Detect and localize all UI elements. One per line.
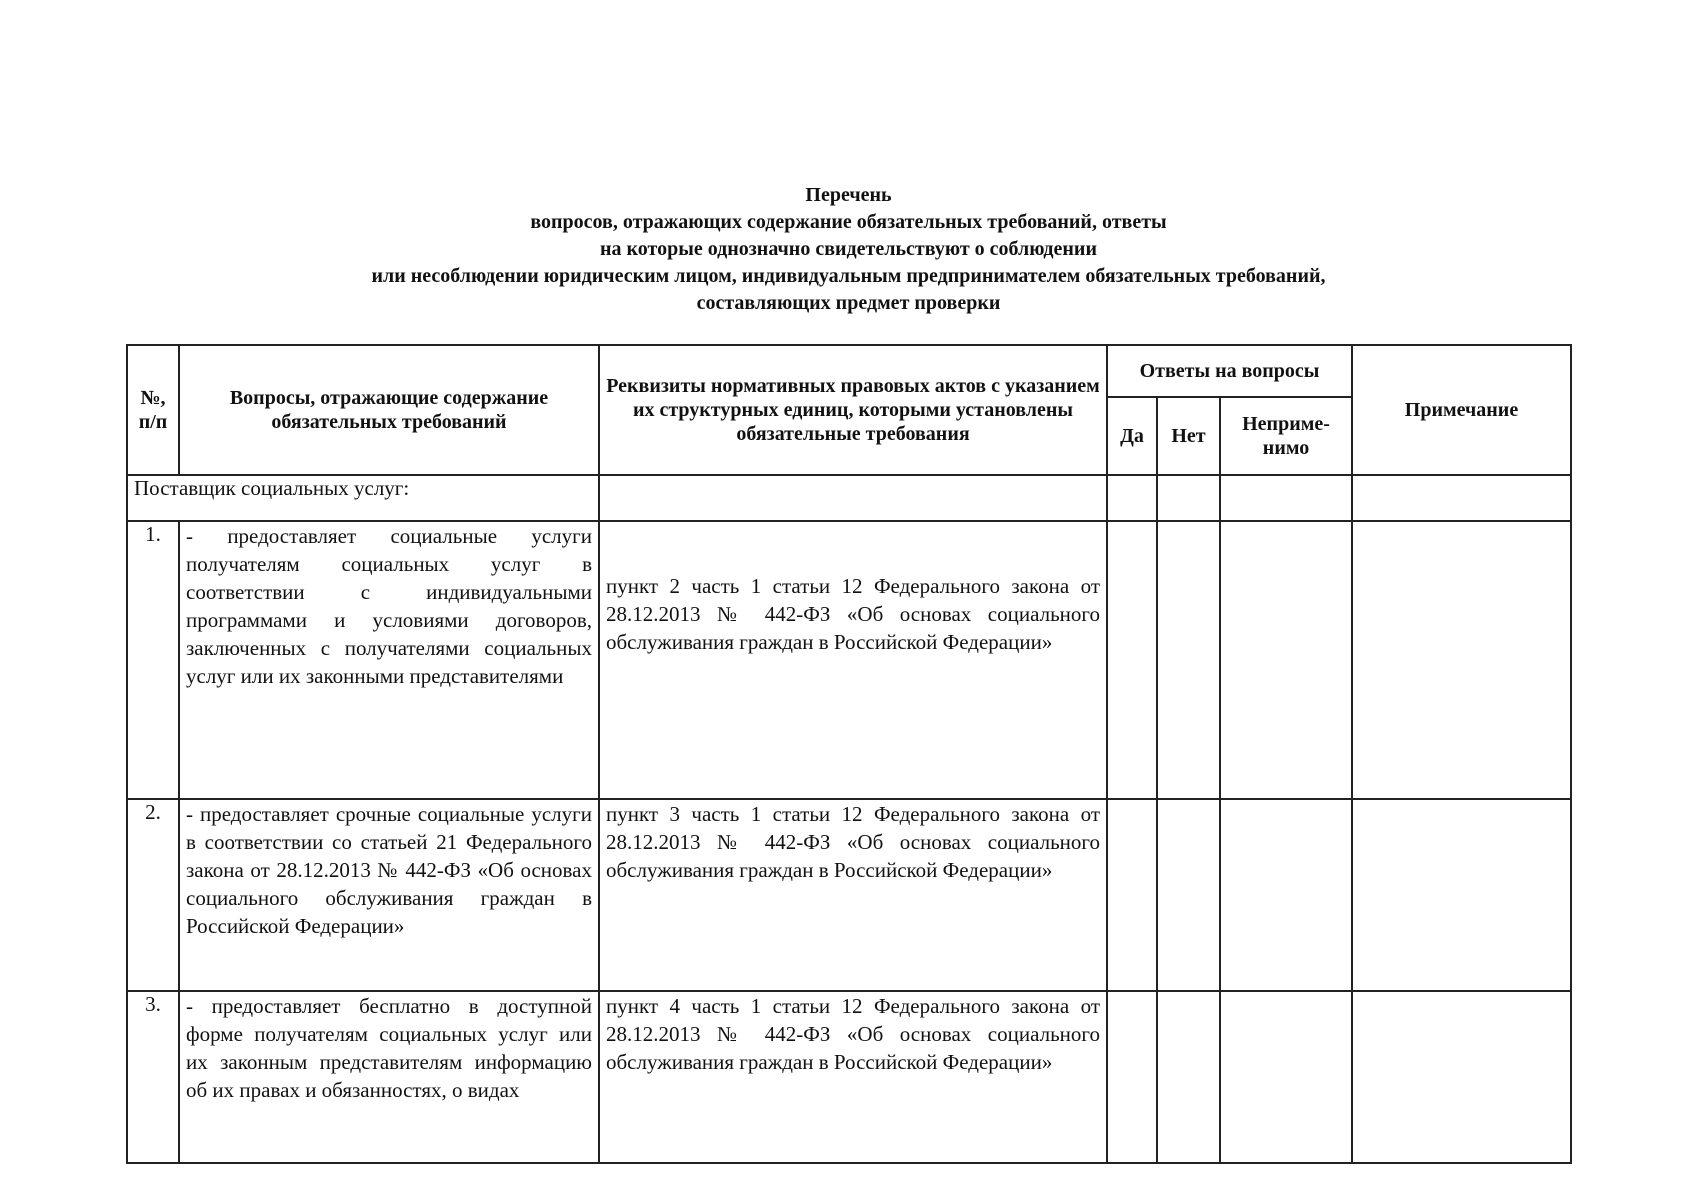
document-title [0, 182, 1697, 317]
header-note: Примечание [1352, 345, 1571, 475]
row-number: 2. [127, 799, 179, 991]
row-reference: пункт 2 часть 1 статьи 12 Федерального закона от 28.12.2013 № 442-ФЗ «Об основах социального обслуживания граждан в Российской Федерации» [599, 521, 1107, 799]
note-cell[interactable] [1352, 991, 1571, 1163]
table-row [127, 521, 1571, 799]
answer-not-applicable-cell[interactable] [1220, 521, 1352, 799]
header-row [127, 345, 1571, 397]
note-cell[interactable] [1352, 521, 1571, 799]
table-row [127, 991, 1571, 1163]
answer-no-cell[interactable] [1157, 475, 1220, 521]
answer-no-cell[interactable] [1157, 799, 1220, 991]
title-line-4: или несоблюдении юридическим лицом, индивидуальным предпринимателем обязательных требований, [371, 265, 1326, 287]
row-question: - предоставляет срочные социальные услуги в соответствии со статьей 21 Федерального закона от 28.12.2013 № 442-ФЗ «Об основах социального обслуживания граждан в Российской Федерации» [179, 799, 599, 991]
section-row [127, 475, 1571, 521]
requirements-table [126, 344, 1572, 1164]
header-references: Реквизиты нормативных правовых актов с указанием их структурных единиц, которыми установлены обязательные требования [599, 345, 1107, 475]
answer-not-applicable-cell[interactable] [1220, 475, 1352, 521]
title-line-2: вопросов, отражающих содержание обязательных требований, ответы [530, 211, 1167, 233]
row-question: - предоставляет социальные услуги получателям социальных услуг в соответствии с индивидуальными программами и условиями договоров, заключенных с получателями социальных услуг или их законными представителями [179, 521, 599, 799]
answer-yes-cell[interactable] [1107, 799, 1157, 991]
header-yes: Да [1107, 397, 1157, 475]
section-reference-cell [599, 475, 1107, 521]
row-reference: пункт 3 часть 1 статьи 12 Федерального закона от 28.12.2013 № 442-ФЗ «Об основах социального обслуживания граждан в Российской Федерации» [599, 799, 1107, 991]
table-row [127, 799, 1571, 991]
header-not-applicable: Неприме-нимо [1220, 397, 1352, 475]
answer-yes-cell[interactable] [1107, 475, 1157, 521]
row-question: - предоставляет бесплатно в доступной форме получателям социальных услуг или их законным представителям информацию об их правах и обязанностях, о видах [179, 991, 599, 1163]
row-number: 3. [127, 991, 179, 1163]
header-questions: Вопросы, отражающие содержание обязательных требований [179, 345, 599, 475]
note-cell[interactable] [1352, 475, 1571, 521]
answer-yes-cell[interactable] [1107, 521, 1157, 799]
title-line-5: составляющих предмет проверки [696, 292, 1001, 314]
answer-yes-cell[interactable] [1107, 991, 1157, 1163]
title-line-1: Перечень [805, 184, 892, 206]
row-reference: пункт 4 часть 1 статьи 12 Федерального закона от 28.12.2013 № 442-ФЗ «Об основах социального обслуживания граждан в Российской Федерации» [599, 991, 1107, 1163]
header-no: Нет [1157, 397, 1220, 475]
title-line-3: на которые однозначно свидетельствуют о соблюдении [600, 238, 1097, 260]
header-number: №, п/п [127, 345, 179, 475]
answer-not-applicable-cell[interactable] [1220, 991, 1352, 1163]
answer-no-cell[interactable] [1157, 991, 1220, 1163]
answer-not-applicable-cell[interactable] [1220, 799, 1352, 991]
header-answers: Ответы на вопросы [1107, 345, 1352, 397]
row-number: 1. [127, 521, 179, 799]
section-label: Поставщик социальных услуг: [127, 475, 599, 521]
answer-no-cell[interactable] [1157, 521, 1220, 799]
note-cell[interactable] [1352, 799, 1571, 991]
